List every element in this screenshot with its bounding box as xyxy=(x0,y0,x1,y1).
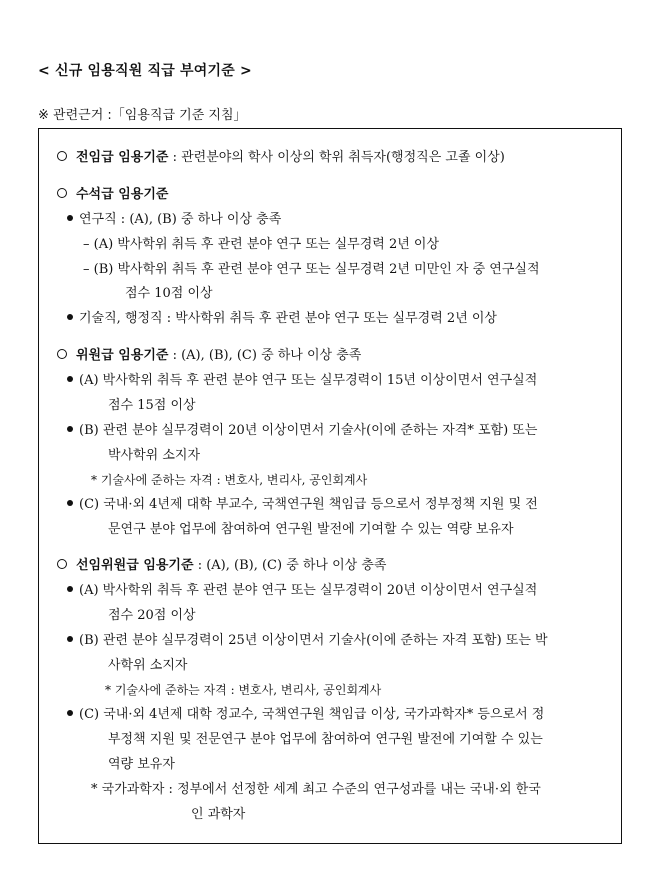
seonim-note2-line1: * 국가과학자 : 정부에서 선정한 세계 최고 수준의 연구성과를 내는 국내·외 한국 xyxy=(91,782,541,797)
seonim-c-line2: 부정책 지원 및 전문연구 분야 업무에 참여하여 연구원 발전에 기여할 수 있는 xyxy=(108,732,543,747)
circle-bullet-icon xyxy=(57,151,67,161)
seonim-c-line3: 역량 보유자 xyxy=(108,757,175,772)
seonim-c-text: (C) 국내·외 4년제 대학 정교수, 국책연구원 책임급 이상, 국가과학자* 등으로서 정 xyxy=(79,707,545,722)
suseok-a: – (A) 박사학위 취득 후 관련 분야 연구 또는 실무경력 2년 이상 xyxy=(83,237,440,252)
circle-bullet-icon xyxy=(57,188,67,198)
seonim-b-text: (B) 관련 분야 실무경력이 25년 이상이면서 기술사(이에 준하는 자격 포함) 또는 박 xyxy=(79,633,548,648)
wiwon-a-line2: 점수 15점 이상 xyxy=(108,398,196,413)
circle-bullet-icon xyxy=(57,349,67,359)
jeonim-label: 전임급 임용기준 xyxy=(76,150,169,165)
seonim-c-line1 xyxy=(67,706,544,724)
wiwon-b-line1 xyxy=(67,422,537,440)
wiwon-c-line1 xyxy=(67,496,538,514)
seonim-a-line2: 점수 20점 이상 xyxy=(108,608,196,623)
seonim-desc: : (A), (B), (C) 중 하나 이상 충족 xyxy=(193,558,387,573)
jeonim-desc: : 관련분야의 학사 이상의 학위 취득자(행정직은 고졸 이상) xyxy=(168,150,505,165)
seonim-label: 선임위원급 임용기준 xyxy=(76,558,194,573)
suseok-b-line1: – (B) 박사학위 취득 후 관련 분야 연구 또는 실무경력 2년 미만인 자 중 연구실적 xyxy=(83,262,540,277)
wiwon-c-line2: 문연구 분야 업무에 참여하여 연구원 발전에 기여할 수 있는 역량 보유자 xyxy=(108,522,514,537)
dot-bullet-icon xyxy=(67,586,73,592)
wiwon-b-line2: 박사학위 소지자 xyxy=(108,448,201,463)
seonim-b-line2: 사학위 소지자 xyxy=(108,658,188,673)
dot-bullet-icon xyxy=(67,710,73,716)
wiwon-c-text: (C) 국내·외 4년제 대학 부교수, 국책연구원 책임급 등으로서 정부정책 지원 및 전 xyxy=(79,497,538,512)
dot-bullet-icon xyxy=(67,314,73,320)
circle-bullet-icon xyxy=(57,559,67,569)
dot-bullet-icon xyxy=(67,376,73,382)
wiwon-heading xyxy=(57,347,361,365)
suseok-heading xyxy=(57,186,168,204)
page-title: < 신규 임용직원 직급 부여기준 > xyxy=(38,63,252,79)
dot-bullet-icon xyxy=(67,215,73,221)
wiwon-label: 위원급 임용기준 xyxy=(76,348,169,363)
suseok-b-line2: 점수 10점 이상 xyxy=(125,286,213,301)
criteria-box xyxy=(38,128,622,844)
wiwon-b-text: (B) 관련 분야 실무경력이 20년 이상이면서 기술사(이에 준하는 자격* 포함) 또는 xyxy=(79,423,538,438)
dot-bullet-icon xyxy=(67,426,73,432)
jeonim-criteria xyxy=(57,149,505,167)
wiwon-note: * 기술사에 준하는 자격 : 변호사, 변리사, 공인회계사 xyxy=(91,473,368,487)
suseok-label: 수석급 임용기준 xyxy=(76,187,169,202)
seonim-note2-line2: 인 과학자 xyxy=(191,807,246,822)
seonim-a-text: (A) 박사학위 취득 후 관련 분야 연구 또는 실무경력이 20년 이상이면서 연구실적 xyxy=(79,583,538,598)
dot-bullet-icon xyxy=(67,500,73,506)
seonim-note: * 기술사에 준하는 자격 : 변호사, 변리사, 공인회계사 xyxy=(105,683,382,697)
dot-bullet-icon xyxy=(67,636,73,642)
legal-basis: ※ 관련근거 :「임용직급 기준 지침」 xyxy=(38,108,247,123)
suseok-research xyxy=(67,211,281,229)
suseok-tech xyxy=(67,310,497,328)
suseok-research-text: 연구직 : (A), (B) 중 하나 이상 충족 xyxy=(79,212,282,227)
seonim-b-line1 xyxy=(67,632,548,650)
seonim-heading xyxy=(57,557,387,575)
wiwon-a-line1 xyxy=(67,372,537,390)
suseok-tech-text: 기술직, 행정직 : 박사학위 취득 후 관련 분야 연구 또는 실무경력 2년 이상 xyxy=(79,311,497,326)
seonim-a-line1 xyxy=(67,582,537,600)
wiwon-desc: : (A), (B), (C) 중 하나 이상 충족 xyxy=(168,348,362,363)
wiwon-a-text: (A) 박사학위 취득 후 관련 분야 연구 또는 실무경력이 15년 이상이면서 연구실적 xyxy=(79,373,538,388)
